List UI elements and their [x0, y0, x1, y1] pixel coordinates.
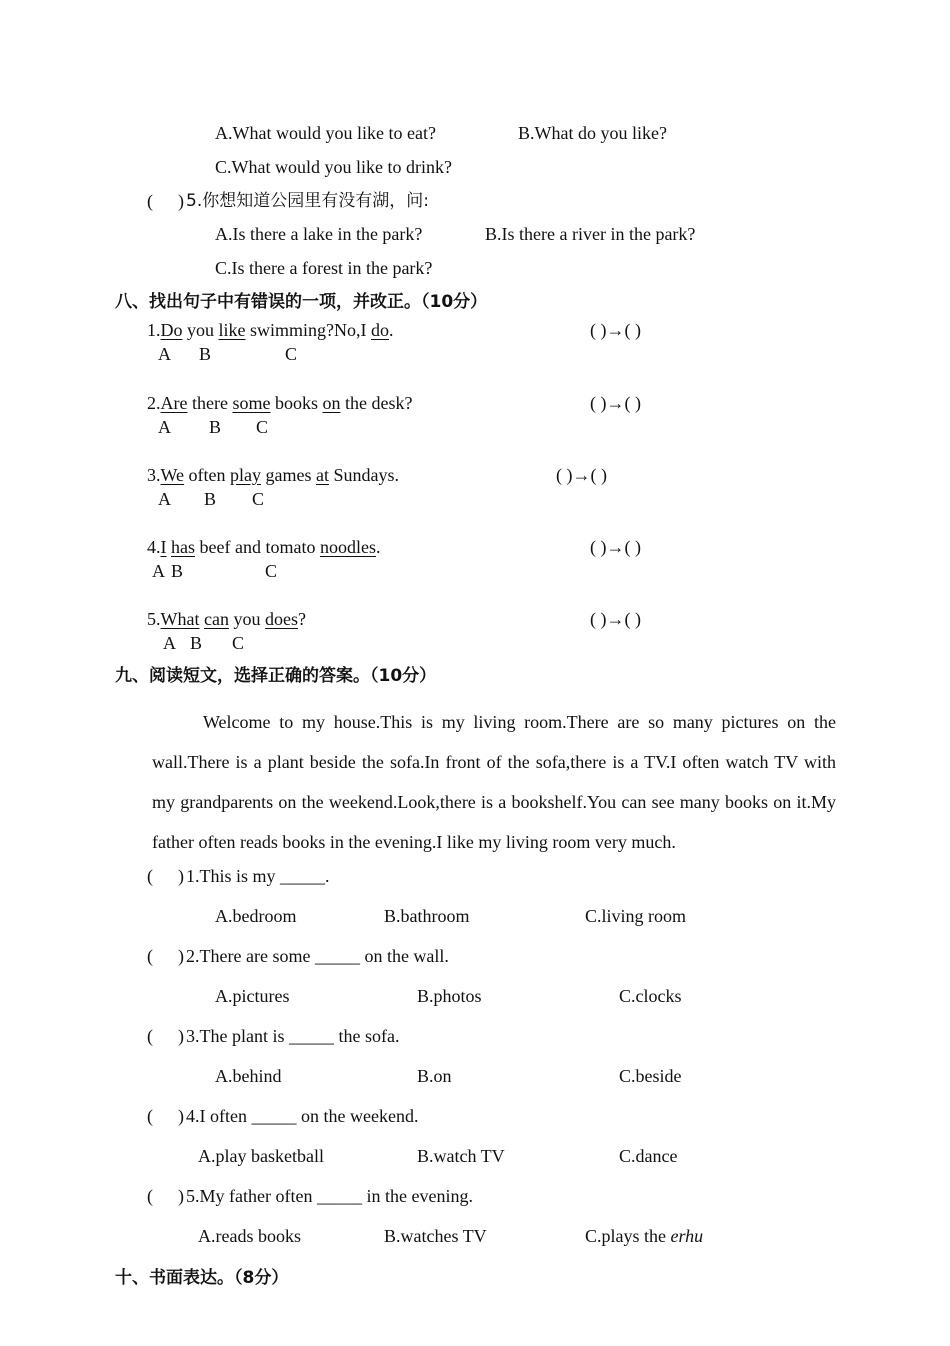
reading-q2-paren-open: ( — [147, 946, 153, 966]
error-item-1-sentence: 1.Do you like swimming?No,I do. — [147, 320, 394, 340]
error-item-3-sentence: 3.We often play games at Sundays. — [147, 465, 400, 485]
error-item-3-answer: ( )→( ) — [556, 465, 607, 485]
reading-q4-option-b: B.watch TV — [417, 1146, 505, 1166]
error-item-4-letter-c: C — [265, 561, 278, 581]
reading-passage: Welcome to my house.This is my living room.There are so many pictures on the wall.There is a plant beside the sofa.In front of the sofa,there is a TV.I often watch TV with my grandparents on the weekend.Look,there is a bookshelf.You can see many books on it.My father often reads books in the evening.I like my living room very much. — [152, 712, 836, 852]
reading-q1-option-c: C.living room — [585, 906, 687, 926]
error-item-4-sentence: 4.I has beef and tomato noodles. — [147, 537, 381, 557]
error-item-5-letter-b: B — [190, 633, 203, 653]
reading-q4-option-a: A.play basketball — [198, 1146, 324, 1166]
reading-q5-option-a: A.reads books — [198, 1226, 301, 1246]
reading-q4-paren-close: ) — [178, 1106, 184, 1126]
reading-q3-option-b: B.on — [417, 1066, 452, 1086]
reading-q1-stem: 1.This is my _____. — [186, 866, 330, 886]
error-item-2-letter-b: B — [209, 417, 222, 437]
reading-q4-stem: 4.I often _____ on the weekend. — [186, 1106, 419, 1126]
reading-q3-stem: 3.The plant is _____ the sofa. — [186, 1026, 400, 1046]
error-item-1-letter-a: A — [158, 344, 171, 364]
error-item-4-answer: ( )→( ) — [590, 537, 641, 557]
error-item-5-sentence: 5.What can you does? — [147, 609, 306, 629]
reading-q4-option-c: C.dance — [619, 1146, 678, 1166]
error-item-1-letter-c: C — [285, 344, 298, 364]
reading-q1-option-a: A.bedroom — [215, 906, 297, 926]
q7-5-paren-close: ) — [178, 191, 184, 211]
reading-q5-option-c: C.plays the erhu — [585, 1226, 704, 1246]
q7-5-option-a: A.Is there a lake in the park? — [215, 224, 423, 244]
error-item-3-letter-c: C — [252, 489, 265, 509]
q7-5-option-c: C.Is there a forest in the park? — [215, 258, 433, 278]
reading-q5-option-b: B.watches TV — [384, 1226, 487, 1246]
q7-5-prompt: 5.你想知道公园里有没有湖，问: — [186, 191, 429, 211]
reading-q2-option-c: C.clocks — [619, 986, 682, 1006]
error-item-4-letter-b: B — [171, 561, 184, 581]
reading-q5-stem: 5.My father often _____ in the evening. — [186, 1186, 473, 1206]
q7-4-option-c: C.What would you like to drink? — [215, 157, 452, 177]
error-item-3-letter-a: A — [158, 489, 171, 509]
q7-5-paren-open: ( — [147, 191, 153, 211]
reading-q2-stem: 2.There are some _____ on the wall. — [186, 946, 449, 966]
error-item-5-letter-c: C — [232, 633, 245, 653]
error-item-1-answer: ( )→( ) — [590, 320, 641, 340]
reading-q3-option-c: C.beside — [619, 1066, 682, 1086]
reading-q2-option-b: B.photos — [417, 986, 482, 1006]
error-item-2-letter-a: A — [158, 417, 171, 437]
reading-q1-option-b: B.bathroom — [384, 906, 470, 926]
error-item-2-sentence: 2.Are there some books on the desk? — [147, 393, 413, 413]
section10-heading: 十、书面表达。（8分） — [115, 1268, 289, 1288]
reading-q3-paren-open: ( — [147, 1026, 153, 1046]
reading-q5-paren-open: ( — [147, 1186, 153, 1206]
error-item-5-letter-a: A — [163, 633, 176, 653]
error-item-5-answer: ( )→( ) — [590, 609, 641, 629]
reading-q3-option-a: A.behind — [215, 1066, 282, 1086]
reading-q2-option-a: A.pictures — [215, 986, 290, 1006]
reading-q3-paren-close: ) — [178, 1026, 184, 1046]
reading-q2-paren-close: ) — [178, 946, 184, 966]
q7-4-option-a: A.What would you like to eat? — [215, 123, 436, 143]
error-item-2-letter-c: C — [256, 417, 269, 437]
reading-q1-paren-open: ( — [147, 866, 153, 886]
error-item-3-letter-b: B — [204, 489, 217, 509]
reading-q4-paren-open: ( — [147, 1106, 153, 1126]
section9-heading: 九、阅读短文，选择正确的答案。（10分） — [115, 666, 437, 686]
q7-4-option-b: B.What do you like? — [518, 123, 667, 143]
reading-q1-paren-close: ) — [178, 866, 184, 886]
q7-5-option-b: B.Is there a river in the park? — [485, 224, 696, 244]
error-item-1-letter-b: B — [199, 344, 212, 364]
error-item-2-answer: ( )→( ) — [590, 393, 641, 413]
error-item-4-letter-a: A — [152, 561, 165, 581]
section8-heading: 八、找出句子中有错误的一项，并改正。（10分） — [115, 292, 488, 312]
reading-q5-paren-close: ) — [178, 1186, 184, 1206]
